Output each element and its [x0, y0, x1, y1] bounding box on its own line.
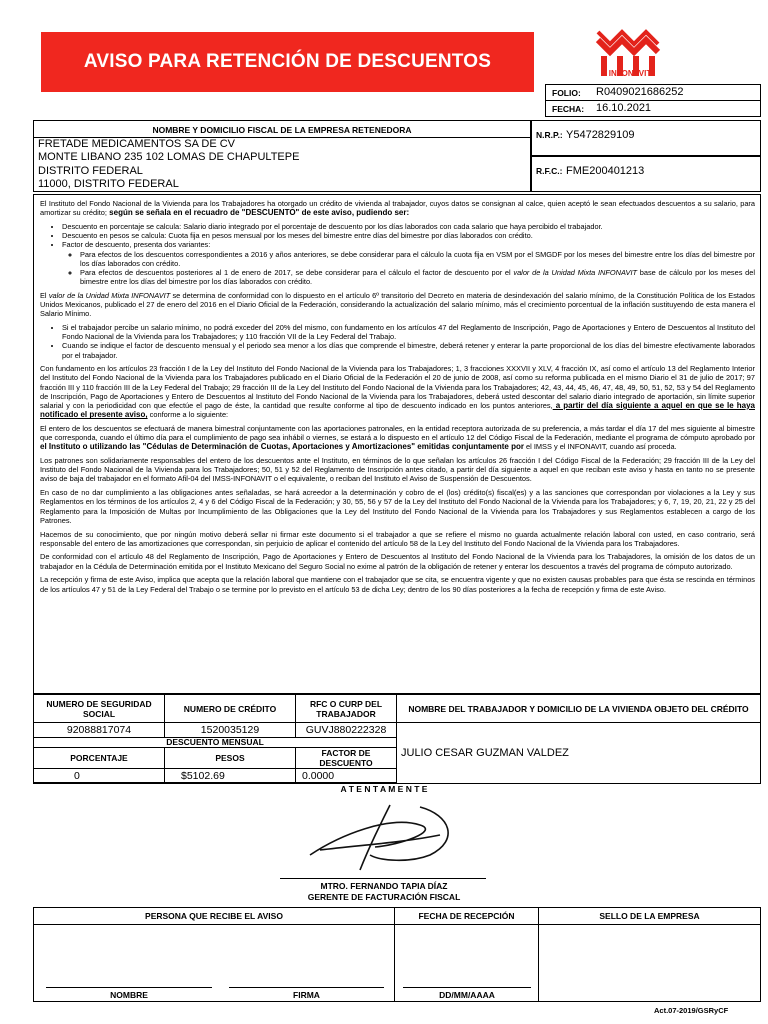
paragraph-6: En caso de no dar cumplimiento a las obligaciones antes señaladas, se hará acreedor a la determinación y cobro de el (los) crédito(s) fiscal(es) y a las sanciones que correspondan por violaciones a la Ley y sus Reglamentos en los términos de los artículos 2, 4 y 6 del Código Fiscal de la Federación; y 30, 55, 56 y 57 de la Ley del Instituto del Fondo Nacional de la Vivienda para los Trabajadores; y 6, 7, 19, 20, 21, 22 y 25 del Reglamento para la Imposición de Multas por Incumplimiento de las Obligaciones que la Ley del Instituto del Fondo Nacional de la Vivienda para los Trabajadores y sus Reglamentos establecen a cargo de los Patrones. — [40, 488, 755, 525]
header-sello: SELLO DE LA EMPRESA — [539, 908, 761, 925]
cell-porcentaje: 0 — [34, 769, 165, 783]
title-banner — [41, 32, 534, 92]
rfc-box — [531, 156, 761, 192]
fecha-row — [545, 100, 761, 117]
fecha-format-label: DD/MM/AAAA — [439, 990, 495, 1000]
paragraph-8: De conformidad con el artículo 48 del Reglamento de Inscripción, Pago de Aportaciones y Entero de Descuentos al Instituto del Fondo Nacional de la Vivienda para los Trabajadores, la omisión de los datos de un trabajador en la Cédula de Determinación emitida por el Instituto Mexicano del Seguro Social no exime al patrón de la obligación de retener y enterar los descuentos a través del programa de cómputo autorizado. — [40, 552, 755, 571]
worker-table — [33, 694, 761, 784]
company-box — [33, 120, 531, 192]
company-address-2: DISTRITO FEDERAL — [38, 164, 143, 177]
receipt-table — [33, 907, 761, 1002]
company-name: FRETADE MEDICAMENTOS SA DE CV — [38, 138, 236, 150]
cell-credito: 1520035129 — [165, 723, 296, 738]
limits-list — [40, 323, 755, 360]
company-section-label: NOMBRE Y DOMICILIO FISCAL DE LA EMPRESA RETENEDORA — [152, 125, 412, 135]
list-item: • Descuento en porcentaje se calcula: Salario diario integrado por el porcentaje de descuento por los días laborados con cada salario que haya percibido el trabajador. — [62, 222, 755, 231]
legal-text — [33, 194, 761, 694]
atentamente-label: A T E N T A M E N T E — [340, 784, 428, 794]
rfc-value: FME200401213 — [566, 165, 645, 177]
list-item: • Cuando se indique el factor de descuento mensual y el periodo sea menor a los días que comprende el bimestre, deberá retener y enterar la parte proporcional de los días del bimestre efectivamente laborados por el trabajador. — [62, 341, 755, 359]
signer-name: MTRO. FERNANDO TAPIA DÍAZ — [320, 881, 448, 891]
footer-code: Act.07-2019/GSRyCF — [654, 1006, 729, 1015]
folio-label: FOLIO: — [552, 88, 581, 98]
header-persona: PERSONA QUE RECIBE EL AVISO — [34, 908, 395, 925]
list-item: • Factor de descuento, presenta dos variantes: ◦ Para efectos de los descuentos correspondientes a 2016 y años anteriores, se debe considerar para el cálculo la cuota fija en VSM por el SMGDF por los meses del bimestre entre los días del bimestre por los días laborados con crédito. ◦ Para efectos de descuentos posteriores al 1 de enero de 2017, se debe considerar para el cálculo el factor de descuento por el valor de la Unidad Mixta INFONAVIT base de cálculo por los meses del bimestre entre los días del bimestre por los días laborados con crédito. — [62, 240, 755, 286]
nrp-box — [531, 120, 761, 156]
fecha-label: FECHA: — [552, 104, 585, 114]
header-pesos: PESOS — [165, 748, 296, 769]
sello-cell[interactable] — [539, 925, 761, 1002]
paragraph-3: Con fundamento en los artículos 23 fracción I de la Ley del Instituto del Fondo Nacional de la Vivienda para los Trabajadores; 1, 3 fracciones XXXVII y XLV, 4 fracción IX, así como el artículo 13 del Reglamento Interior del Instituto del Fondo Nacional de la Vivienda para los Trabajadores publicado en el Diario Oficial de la Federación el 20 de junio de 2008, así como su reforma publicada en el mismo Diario el 31 de julio de 2017; 97 fracción III y 110 fracción III de la Ley Federal del Trabajo; 29 fracción III de la Ley del Instituto del Fondo Nacional de la Vivienda para los Trabajadores; 42, 43, 44, 45, 46, 47, 48, 49, 50, 51, 52, 53 y 54 del Reglamento de Inscripción, Pago de Aportaciones y Entero de Descuentos al Instituto del Fondo Nacional de la Vivienda para los Trabajadores, deberá usted descontar del salario diario integrado de aportación, sin límite superior salarial y con la periodicidad con que efectúe el pago de éste, la cantidad que resulte conforme al tipo de descuento indicado en los puntos anteriores, a partir del día siguiente a aquel en que se le haya notificado el presente aviso, conforme a lo siguiente: — [40, 364, 755, 420]
cell-pesos: $5102.69 — [165, 769, 296, 783]
nrp-label: N.R.P.: — [536, 130, 563, 140]
cell-nombre: JULIO CESAR GUZMAN VALDEZ — [397, 723, 761, 784]
header-porcentaje: PORCENTAJE — [34, 748, 165, 769]
discount-list — [40, 222, 755, 286]
signature-icon — [300, 795, 470, 875]
fecha-value: 16.10.2021 — [596, 102, 652, 114]
list-item: • Si el trabajador percibe un salario mínimo, no podrá exceder del 20% del mismo, con fundamento en los artículos 47 del Reglamento de Inscripción, Pago de Aportaciones y Entero de Descuentos al Instituto del Fondo Nacional de la Vivienda para los Trabajadores; y 110 fracción VII de la Ley Federal del Trabajo. — [62, 323, 755, 341]
company-address-3: 11000, DISTRITO FEDERAL — [38, 178, 179, 191]
header-fecha-recepcion: FECHA DE RECEPCIÓN — [395, 908, 539, 925]
list-item: ◦ Para efectos de los descuentos correspondientes a 2016 y años anteriores, se debe considerar para el cálculo la cuota fija en VSM por el SMGDF por los meses del bimestre entre los días del bimestre por los días laborados con crédito. — [80, 250, 755, 268]
header-nombre: NOMBRE DEL TRABAJADOR Y DOMICILIO DE LA VIVIENDA OBJETO DEL CRÉDITO — [397, 695, 761, 723]
paragraph-1: El Instituto del Fondo Nacional de la Vivienda para los Trabajadores ha otorgado un crédito de vivienda al trabajador, cuyos datos se consignan al calce, quien aceptó le sean efectuados descuentos a su salario, para amortizar su crédito; según se señala en el recuadro de "DESCUENTO" de este aviso, pudiendo ser: — [40, 199, 755, 218]
cell-rfc: GUVJ880222328 — [296, 723, 397, 738]
list-item: ◦ Para efectos de descuentos posteriores al 1 de enero de 2017, se debe considerar para el cálculo el factor de descuento por el valor de la Unidad Mixta INFONAVIT base de cálculo por los meses del bimestre entre los días del bimestre por los días laborados con crédito. — [80, 268, 755, 286]
header-factor: FACTOR DE DESCUENTO — [296, 748, 397, 769]
document-title: AVISO PARA RETENCIÓN DE DESCUENTOS — [83, 51, 492, 72]
logo-text: INFONAVIT — [608, 69, 652, 78]
paragraph-7: Hacemos de su conocimiento, que por ningún motivo deberá sellar ni firmar este documento si el trabajador a que se refiere el mismo no guarda actualmente relación laboral con usted, en caso contrario, será responsable del entero de las amortizaciones que correspondan, sin perjuicio de aplicar el contenido del artículo 58 de la Ley del Instituto del Fondo Nacional de la Vivienda para los Trabajadores. — [40, 529, 755, 548]
paragraph-2: El valor de la Unidad Mixta INFONAVIT se determina de conformidad con lo dispuesto en el artículo 6º transitorio del Decreto en materia de desindexación del salario mínimo, de la Constitución Política de los Estados Unidos Mexicanos, publicado el 27 de enero del 2016 en el Diario Oficial de la Federación, considerando la actualización del salario mínimo, más el crecimiento porcentual de la inflación sustituyendo de esta manera el Salario Mínimo. — [40, 290, 756, 319]
folio-row — [545, 84, 761, 101]
firma-label: FIRMA — [293, 990, 320, 1000]
cell-nss: 92088817074 — [34, 723, 165, 738]
rfc-label: R.F.C.: — [536, 166, 563, 176]
company-address-1: MONTE LIBANO 235 102 LOMAS DE CHAPULTEPE — [38, 151, 300, 164]
signature-line — [280, 878, 486, 879]
header-descuento: DESCUENTO MENSUAL — [34, 738, 397, 748]
paragraph-5: Los patrones son solidariamente responsables del entero de los descuentos ante el Instituto, en términos de lo que señalan los artículos 26 fracción I del Código Fiscal de la Federación; 29 fracción III de la Ley del Instituto del Fondo Nacional de la Vivienda para los Trabajadores; 50, 51 y 52 del Reglamento de Inscripción antes citado, a partir del día siguiente a aquel en que reciban este aviso y hasta en tanto no se presente aviso de baja del trabajador en el formato Afil-04 del IMSS-INFONAVIT o el equivalente, o reciban del Instituto el Aviso de Suspensión de Descuentos. — [40, 456, 755, 484]
paragraph-4: El entero de los descuentos se efectuará de manera bimestral conjuntamente con las aportaciones patronales, en la entidad receptora autorizada de su preferencia, a más tardar el día 17 del mes siguiente al bimestre que corresponda, cuando el último día para el cumplimiento de pago sea inhábil o viernes, se estará a lo dispuesto en el artículo 12 del Código Fiscal de la Federación, mediante el programa de cómputo aprobado por el Instituto o utilizando las "Cédulas de Determinación de Cuotas, Aportaciones y Amortizaciones" emitidas conjuntamente por el IMSS y el INFONAVIT, cuando así proceda. — [40, 423, 755, 452]
nombre-label: NOMBRE — [110, 990, 148, 1000]
header-rfc: RFC O CURP DEL TRABAJADOR — [296, 695, 397, 723]
header-nss: NUMERO DE SEGURIDAD SOCIAL — [34, 695, 165, 723]
paragraph-9: La recepción y firma de este Aviso, implica que acepta que la relación laboral que mantiene con el trabajador que se cita, se encuentra vigente y que no existen causas probables para que ésta se rescinda en términos de los artículos 47 y 51 de la Ley Federal del Trabajo o se termine por lo previsto en el artículo 53 de dicha Ley; dentro de los 90 días posteriores a la fecha de recepción y firma de este Aviso. — [40, 575, 755, 594]
cell-factor: 0.0000 — [296, 769, 397, 783]
signer-block — [0, 881, 768, 903]
list-item: • Descuento en pesos se calcula: Cuota fija en pesos mensual por los meses del bimestre entre días del bimestre por días laborados con crédito. — [62, 231, 755, 240]
folio-value: R0409021686252 — [596, 86, 684, 98]
persona-cell[interactable] — [34, 925, 395, 1002]
fecha-cell[interactable] — [395, 925, 539, 1002]
nrp-value: Y5472829109 — [566, 129, 635, 141]
signer-title: GERENTE DE FACTURACIÓN FISCAL — [307, 892, 461, 902]
header-credito: NUMERO DE CRÉDITO — [165, 695, 296, 723]
